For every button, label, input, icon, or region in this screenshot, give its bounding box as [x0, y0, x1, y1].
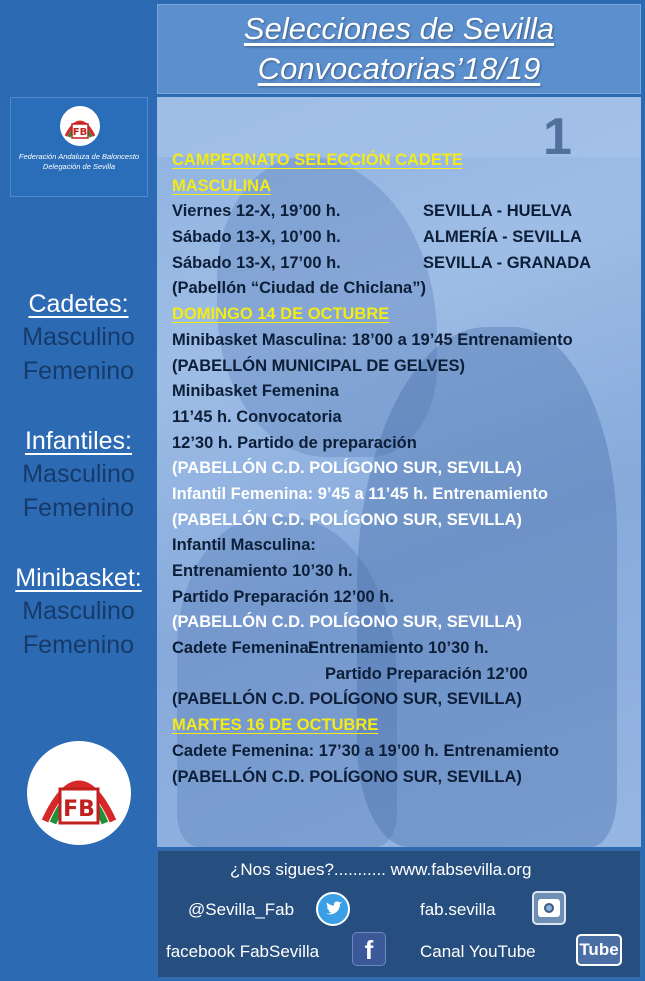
instagram-handle[interactable]: fab.sevilla [420, 900, 496, 919]
svg-text:FB: FB [72, 127, 88, 138]
infantil-femenina-line: Infantil Femenina: 9’45 a 11’45 h. Entrenamiento [172, 484, 548, 503]
match-teams: SEVILLA - HUELVA [423, 202, 573, 221]
match-date: Sábado 13-X, 17’00 h. [172, 253, 341, 272]
category-item: Femenino [22, 631, 135, 659]
partido-preparacion-line: 12’30 h. Partido de preparación [172, 433, 417, 452]
match-date: Viernes 12-X, 19’00 h. [172, 202, 341, 221]
category-minibasket [0, 562, 157, 662]
photo-panel: 1 [157, 97, 641, 847]
cadete-femenina-row [157, 636, 641, 662]
match-teams: SEVILLA - GRANADA [423, 253, 592, 272]
website-link[interactable]: ¿Nos sigues?........... www.fabsevilla.org [230, 860, 532, 879]
cadete-femenina-partido: Partido Preparación 12’00 [325, 664, 528, 683]
instagram-icon[interactable] [532, 891, 566, 925]
cadete-femenina-entreno: Entrenamiento 10’30 h. [308, 639, 489, 658]
twitter-handle[interactable]: @Sevilla_Fab [188, 900, 295, 919]
category-item: Masculino [22, 323, 135, 351]
category-item: Femenino [22, 494, 135, 522]
venue-poligono: (PABELLÓN C.D. POLÍGONO SUR, SEVILLA) [172, 510, 522, 529]
venue-poligono: (PABELLÓN C.D. POLÍGONO SUR, SEVILLA) [172, 459, 522, 478]
match-row [157, 199, 641, 225]
federation-caption-line2: Delegación de Sevilla [42, 162, 116, 171]
svg-text:FB: FB [63, 797, 95, 822]
cadete-femenina-martes-line: Cadete Femenina: 17’30 a 19’00 h. Entrenamiento [172, 741, 559, 760]
convocatoria-line: 11’45 h. Convocatoria [172, 407, 342, 426]
venue-poligono: (PABELLÓN C.D. POLÍGONO SUR, SEVILLA) [172, 767, 522, 786]
category-item: Femenino [22, 357, 135, 385]
partido-line: Partido Preparación 12’00 h. [172, 587, 394, 606]
fab-logo-icon [60, 106, 100, 146]
federation-caption-line1: Federación Andaluza de Baloncesto [18, 152, 140, 161]
youtube-channel[interactable]: Canal YouTube [420, 942, 536, 961]
twitter-icon[interactable] [316, 892, 350, 926]
facebook-icon[interactable]: f [352, 932, 386, 966]
federation-caption [11, 152, 147, 172]
date-heading-martes: MARTES 16 DE OCTUBRE [172, 716, 379, 735]
match-row [157, 251, 641, 277]
campeonato-heading-2: MASCULINA [172, 176, 271, 195]
minibasket-masculina-line: Minibasket Masculina: 18’00 a 19’45 Entrenamiento [172, 330, 573, 349]
federation-logo-box [10, 97, 148, 197]
venue-poligono: (PABELLÓN C.D. POLÍGONO SUR, SEVILLA) [172, 613, 522, 632]
campeonato-heading-1: CAMPEONATO SELECCIÓN CADETE [172, 151, 463, 169]
venue-poligono: (PABELLÓN C.D. POLÍGONO SUR, SEVILLA) [172, 690, 522, 709]
youtube-icon[interactable]: Tube [576, 934, 622, 966]
minibasket-femenina-line: Minibasket Femenina [172, 382, 339, 401]
category-head-cadetes: Cadetes: [28, 290, 129, 318]
header-title-line2: Convocatorias’18/19 [257, 51, 541, 86]
facebook-page[interactable]: facebook FabSevilla [166, 942, 320, 961]
match-date: Sábado 13-X, 10’00 h. [172, 228, 341, 247]
match-teams: ALMERÍA - SEVILLA [423, 228, 582, 247]
venue-chiclana: (Pabellón “Ciudad de Chiclana”) [172, 279, 426, 298]
entrenamiento-line: Entrenamiento 10’30 h. [172, 562, 353, 580]
category-item: Masculino [22, 597, 135, 625]
schedule-content [157, 148, 641, 790]
category-item: Masculino [22, 460, 135, 488]
header-title-line1: Selecciones de Sevilla [243, 11, 555, 46]
category-head-infantiles: Infantiles: [24, 427, 132, 455]
date-heading-domingo: DOMINGO 14 DE OCTUBRE [172, 305, 390, 324]
category-cadetes [0, 288, 157, 388]
fab-logo-icon [27, 741, 131, 845]
infantil-masculina-line: Infantil Masculina: [172, 536, 316, 555]
venue-gelves: (PABELLÓN MUNICIPAL DE GELVES) [172, 356, 466, 375]
social-footer [157, 850, 641, 978]
category-infantiles [0, 425, 157, 525]
header-banner [157, 4, 641, 94]
match-row [157, 225, 641, 251]
cadete-femenina-label: Cadete Femenina: [172, 639, 315, 658]
category-head-minibasket: Minibasket: [15, 564, 142, 592]
